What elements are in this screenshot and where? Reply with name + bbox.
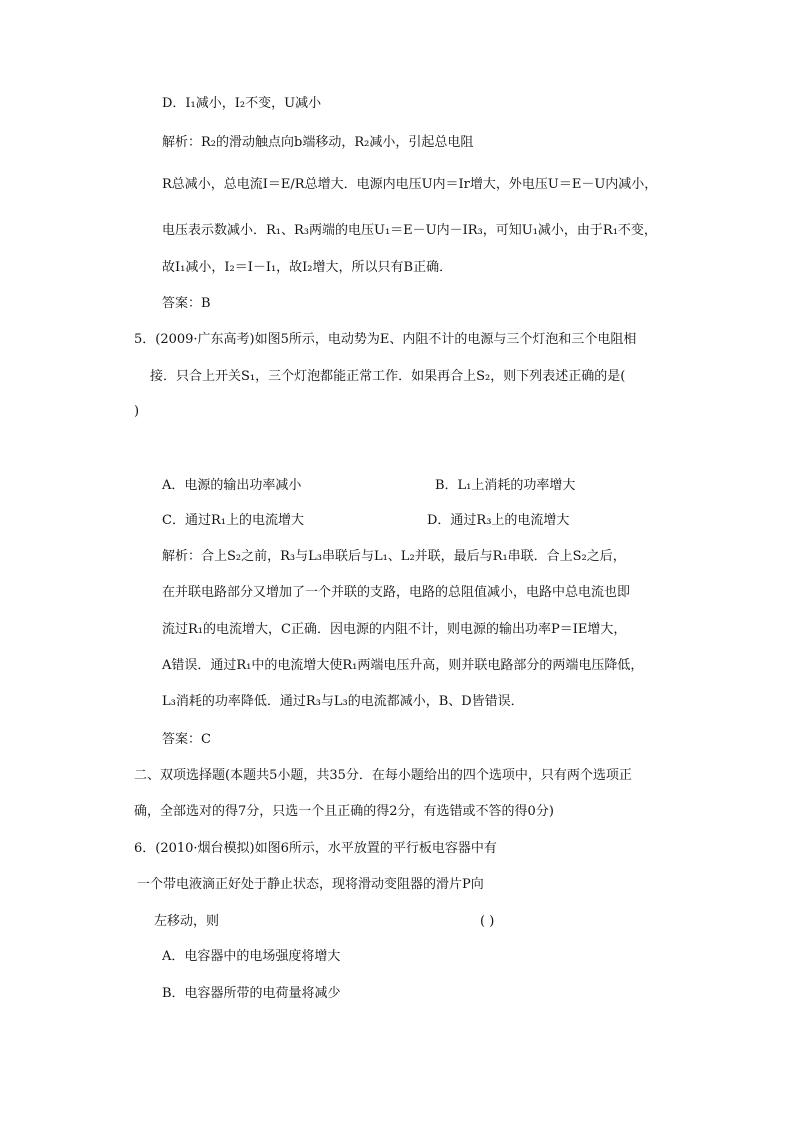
analysis-line: L₃消耗的功率降低．通过R₃与L₃的电流都减小，B、D皆错误．	[162, 694, 524, 709]
analysis-line: 流过R₁的电流增大，C正确．因电源的内阻不计，则电源的输出功率P＝IE增大，	[162, 622, 627, 637]
question-6-stem: 6．(2010·烟台模拟)如图6所示，水平放置的平行板电容器中有	[134, 841, 497, 856]
question-5-stem: 接．只合上开关S₁，三个灯泡都能正常工作．如果再合上S₂，则下列表述正确的是(	[150, 369, 626, 384]
analysis-line: 在并联电路部分又增加了一个并联的支路，电路的总阻值减小，电路中总电流也即	[162, 585, 631, 600]
option-b: B．L₁上消耗的功率增大	[435, 478, 576, 493]
question-5-paren: )	[134, 404, 140, 419]
answer-line: 答案：B	[162, 296, 211, 311]
option-b: B．电容器所带的电荷量将减少	[162, 986, 341, 1001]
option-d-line: D．I₁减小，I₂不变，U减小	[162, 96, 322, 111]
analysis-line: 解析：合上S₂之前，R₃与L₃串联后与L₁、L₂并联，最后与R₁串联．合上S₂之后，	[162, 549, 626, 564]
section-heading: 确，全部选对的得7分，只选一个且正确的得2分，有选错或不答的得0分)	[134, 804, 554, 819]
analysis-line: R总减小，总电流I＝E/R总增大．电源内电压U内＝Ir增大，外电压U＝E－U内减小，	[162, 177, 658, 192]
question-6-stem: 左移动，则	[154, 914, 220, 929]
answer-blank: ( )	[480, 914, 495, 929]
question-5-stem: 5．(2009·广东高考)如图5所示，电动势为E、内阻不计的电源与三个灯泡和三个电阻相	[134, 332, 637, 347]
section-heading: 二、双项选择题(本题共5小题，共35分．在每小题给出的四个选项中，只有两个选项正	[134, 768, 632, 783]
analysis-line: 解析：R₂的滑动触点向b端移动，R₂减小，引起总电阻	[162, 135, 474, 150]
analysis-line: 电压表示数减小．R₁、R₃两端的电压U₁＝E－U内－IR₃，可知U₁减小，由于R₁不变，	[162, 223, 657, 238]
option-a: A．电容器中的电场强度将增大	[162, 949, 341, 964]
question-6-stem: 一个带电液滴正好处于静止状态，现将滑动变阻器的滑片P向	[137, 877, 484, 892]
answer-line: 答案：C	[162, 732, 211, 747]
option-a: A．电源的输出功率减小	[162, 478, 302, 493]
option-c: C．通过R₁上的电流增大	[162, 513, 304, 528]
option-d: D．通过R₃上的电流增大	[427, 513, 570, 528]
analysis-line: A错误．通过R₁中的电流增大使R₁两端电压升高，则并联电路部分的两端电压降低，	[162, 658, 644, 673]
analysis-line: 故I₁减小，I₂＝I－I₁，故I₂增大，所以只有B正确．	[162, 260, 453, 275]
